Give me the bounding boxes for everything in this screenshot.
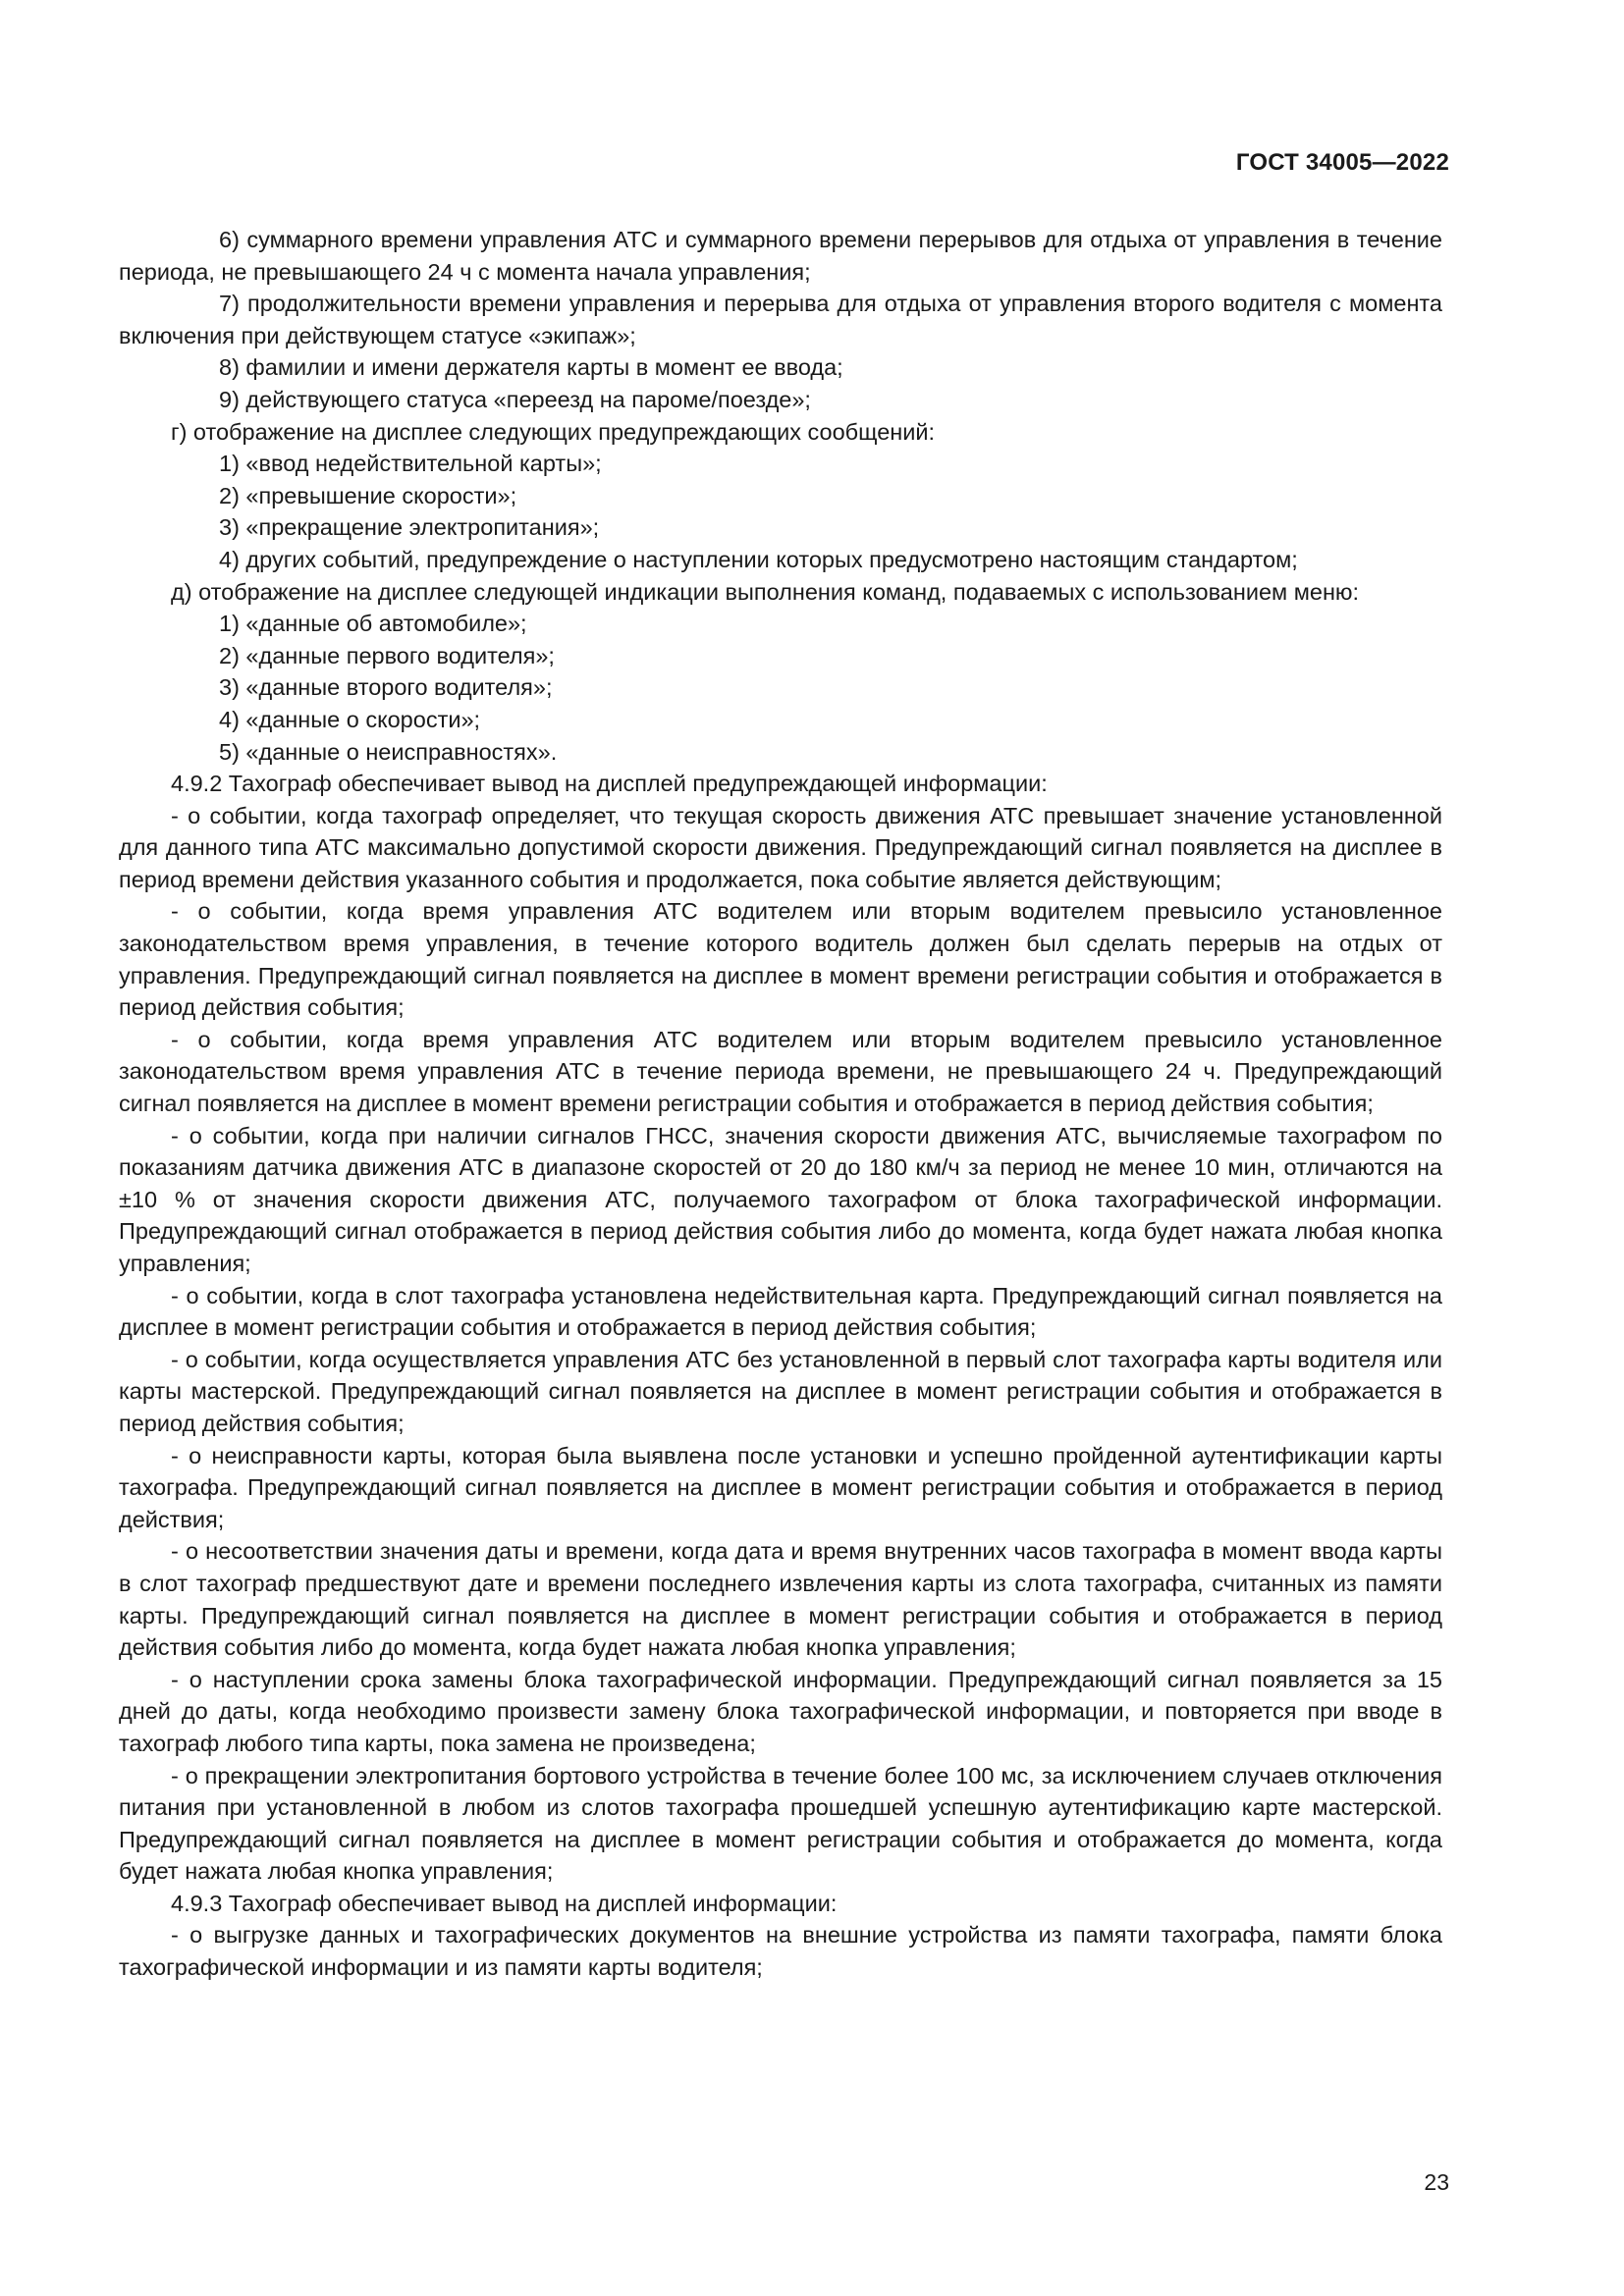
- paragraph: 4) других событий, предупреждение о наступлении которых предусмотрено настоящим стандартом;: [219, 546, 1298, 572]
- paragraph: 9) действующего статуса «переезд на пароме/поезде»;: [219, 386, 811, 412]
- document-code-header: ГОСТ 34005—2022: [1235, 149, 1449, 176]
- paragraph: 1) «ввод недействительной карты»;: [219, 451, 602, 477]
- paragraph: 3) «прекращение электропитания»;: [219, 514, 600, 541]
- paragraph: 1) «данные об автомобиле»;: [219, 611, 527, 637]
- page-number: 23: [1424, 2169, 1449, 2195]
- paragraph: - о событии, когда при наличии сигналов ГНСС, значения скорости движения АТС, вычисляемые тахографом по показаниям датчика движения АТС в диапазоне скоростей от 20 до 180 км/ч за период не менее 10 мин, отличаются на ±10 % от значения скорости движения АТС, получаемого тахографом от блока тахографической информации. Предупреждающий сигнал отображается в период действия события либо до момента, когда будет нажата любая кнопка управления;: [119, 1122, 1442, 1276]
- paragraph: 2) «превышение скорости»;: [219, 482, 517, 508]
- document-body: [119, 224, 1442, 1984]
- section-paragraph: 4.9.2 Тахограф обеспечивает вывод на дисплей предупреждающей информации:: [171, 771, 1048, 797]
- paragraph: 2) «данные первого водителя»;: [219, 642, 555, 668]
- paragraph: - о несоответствии значения даты и времени, когда дата и время внутренних часов тахографа в момент ввода карты в слот тахограф предшествуют дате и времени последнего извлечения карты из слота тахографа, считанных из памяти карты. Предупреждающий сигнал появляется на дисплее в момент регистрации события и отображается в период действия события либо до момента, когда будет нажата любая кнопка управления;: [119, 1538, 1442, 1661]
- paragraph: - о событии, когда в слот тахографа установлена недействительная карта. Предупреждающий сигнал появляется на дисплее в момент регистрации события и отображается в период действия события;: [119, 1282, 1442, 1341]
- paragraph: - о прекращении электропитания бортового устройства в течение более 100 мс, за исключением случаев отключения питания при установленной в любом из слотов тахографа прошедшей успешную аутентификацию карте мастерской. Предупреждающий сигнал появляется на дисплее в момент регистрации события и отображается до момента, когда будет нажата любая кнопка управления;: [119, 1762, 1442, 1885]
- paragraph: - о наступлении срока замены блока тахографической информации. Предупреждающий сигнал появляется за 15 дней до даты, когда необходимо произвести замену блока тахографической информации, и повторяется при вводе в тахограф любого типа карты, пока замена не произведена;: [119, 1666, 1442, 1756]
- paragraph: - о событии, когда осуществляется управления АТС без установленной в первый слот тахографа карты водителя или карты мастерской. Предупреждающий сигнал появляется на дисплее в момент регистрации события и отображается в период действия события;: [119, 1346, 1442, 1436]
- paragraph: 6) суммарного времени управления АТС и суммарного времени перерывов для отдыха от управления в течение периода, не превышающего 24 ч с момента начала управления;: [119, 227, 1442, 285]
- paragraph: д) отображение на дисплее следующей индикации выполнения команд, подаваемых с использованием меню:: [171, 578, 1360, 605]
- paragraph: г) отображение на дисплее следующих предупреждающих сообщений:: [171, 418, 936, 445]
- paragraph: - о выгрузке данных и тахографических документов на внешние устройства из памяти тахографа, памяти блока тахографической информации и из памяти карты водителя;: [119, 1922, 1442, 1981]
- section-paragraph: 4.9.3 Тахограф обеспечивает вывод на дисплей информации:: [171, 1890, 838, 1916]
- paragraph: - о событии, когда время управления АТС водителем или вторым водителем превысило установленное законодательством время управления АТС в течение периода времени, не превышающего 24 ч. Предупреждающий сигнал появляется на дисплее в момент времени регистрации события и отображается в период действия события;: [119, 1026, 1442, 1117]
- paragraph: 5) «данные о неисправностях».: [219, 738, 558, 765]
- paragraph: 3) «данные второго водителя»;: [219, 674, 553, 701]
- paragraph: 4) «данные о скорости»;: [219, 706, 481, 732]
- paragraph: 7) продолжительности времени управления и перерыва для отдыха от управления второго водителя с момента включения при действующем статусе «экипаж»;: [119, 291, 1442, 348]
- paragraph: 8) фамилии и имени держателя карты в момент ее ввода;: [219, 354, 843, 381]
- paragraph: - о событии, когда тахограф определяет, что текущая скорость движения АТС превышает значение установленной для данного типа АТС максимально допустимой скорости движения. Предупреждающий сигнал появляется на дисплее в период времени действия указанного события и продолжается, пока событие является действующим;: [119, 802, 1442, 892]
- paragraph: - о событии, когда время управления АТС водителем или вторым водителем превысило установленное законодательством время управления, в течение которого водитель должен был сделать перерыв на отдых от управления. Предупреждающий сигнал появляется на дисплее в момент времени регистрации события и отображается в период действия события;: [119, 898, 1442, 1021]
- paragraph: - о неисправности карты, которая была выявлена после установки и успешно пройденной аутентификации карты тахографа. Предупреждающий сигнал появляется на дисплее в момент регистрации события и отображается в период действия;: [119, 1442, 1442, 1532]
